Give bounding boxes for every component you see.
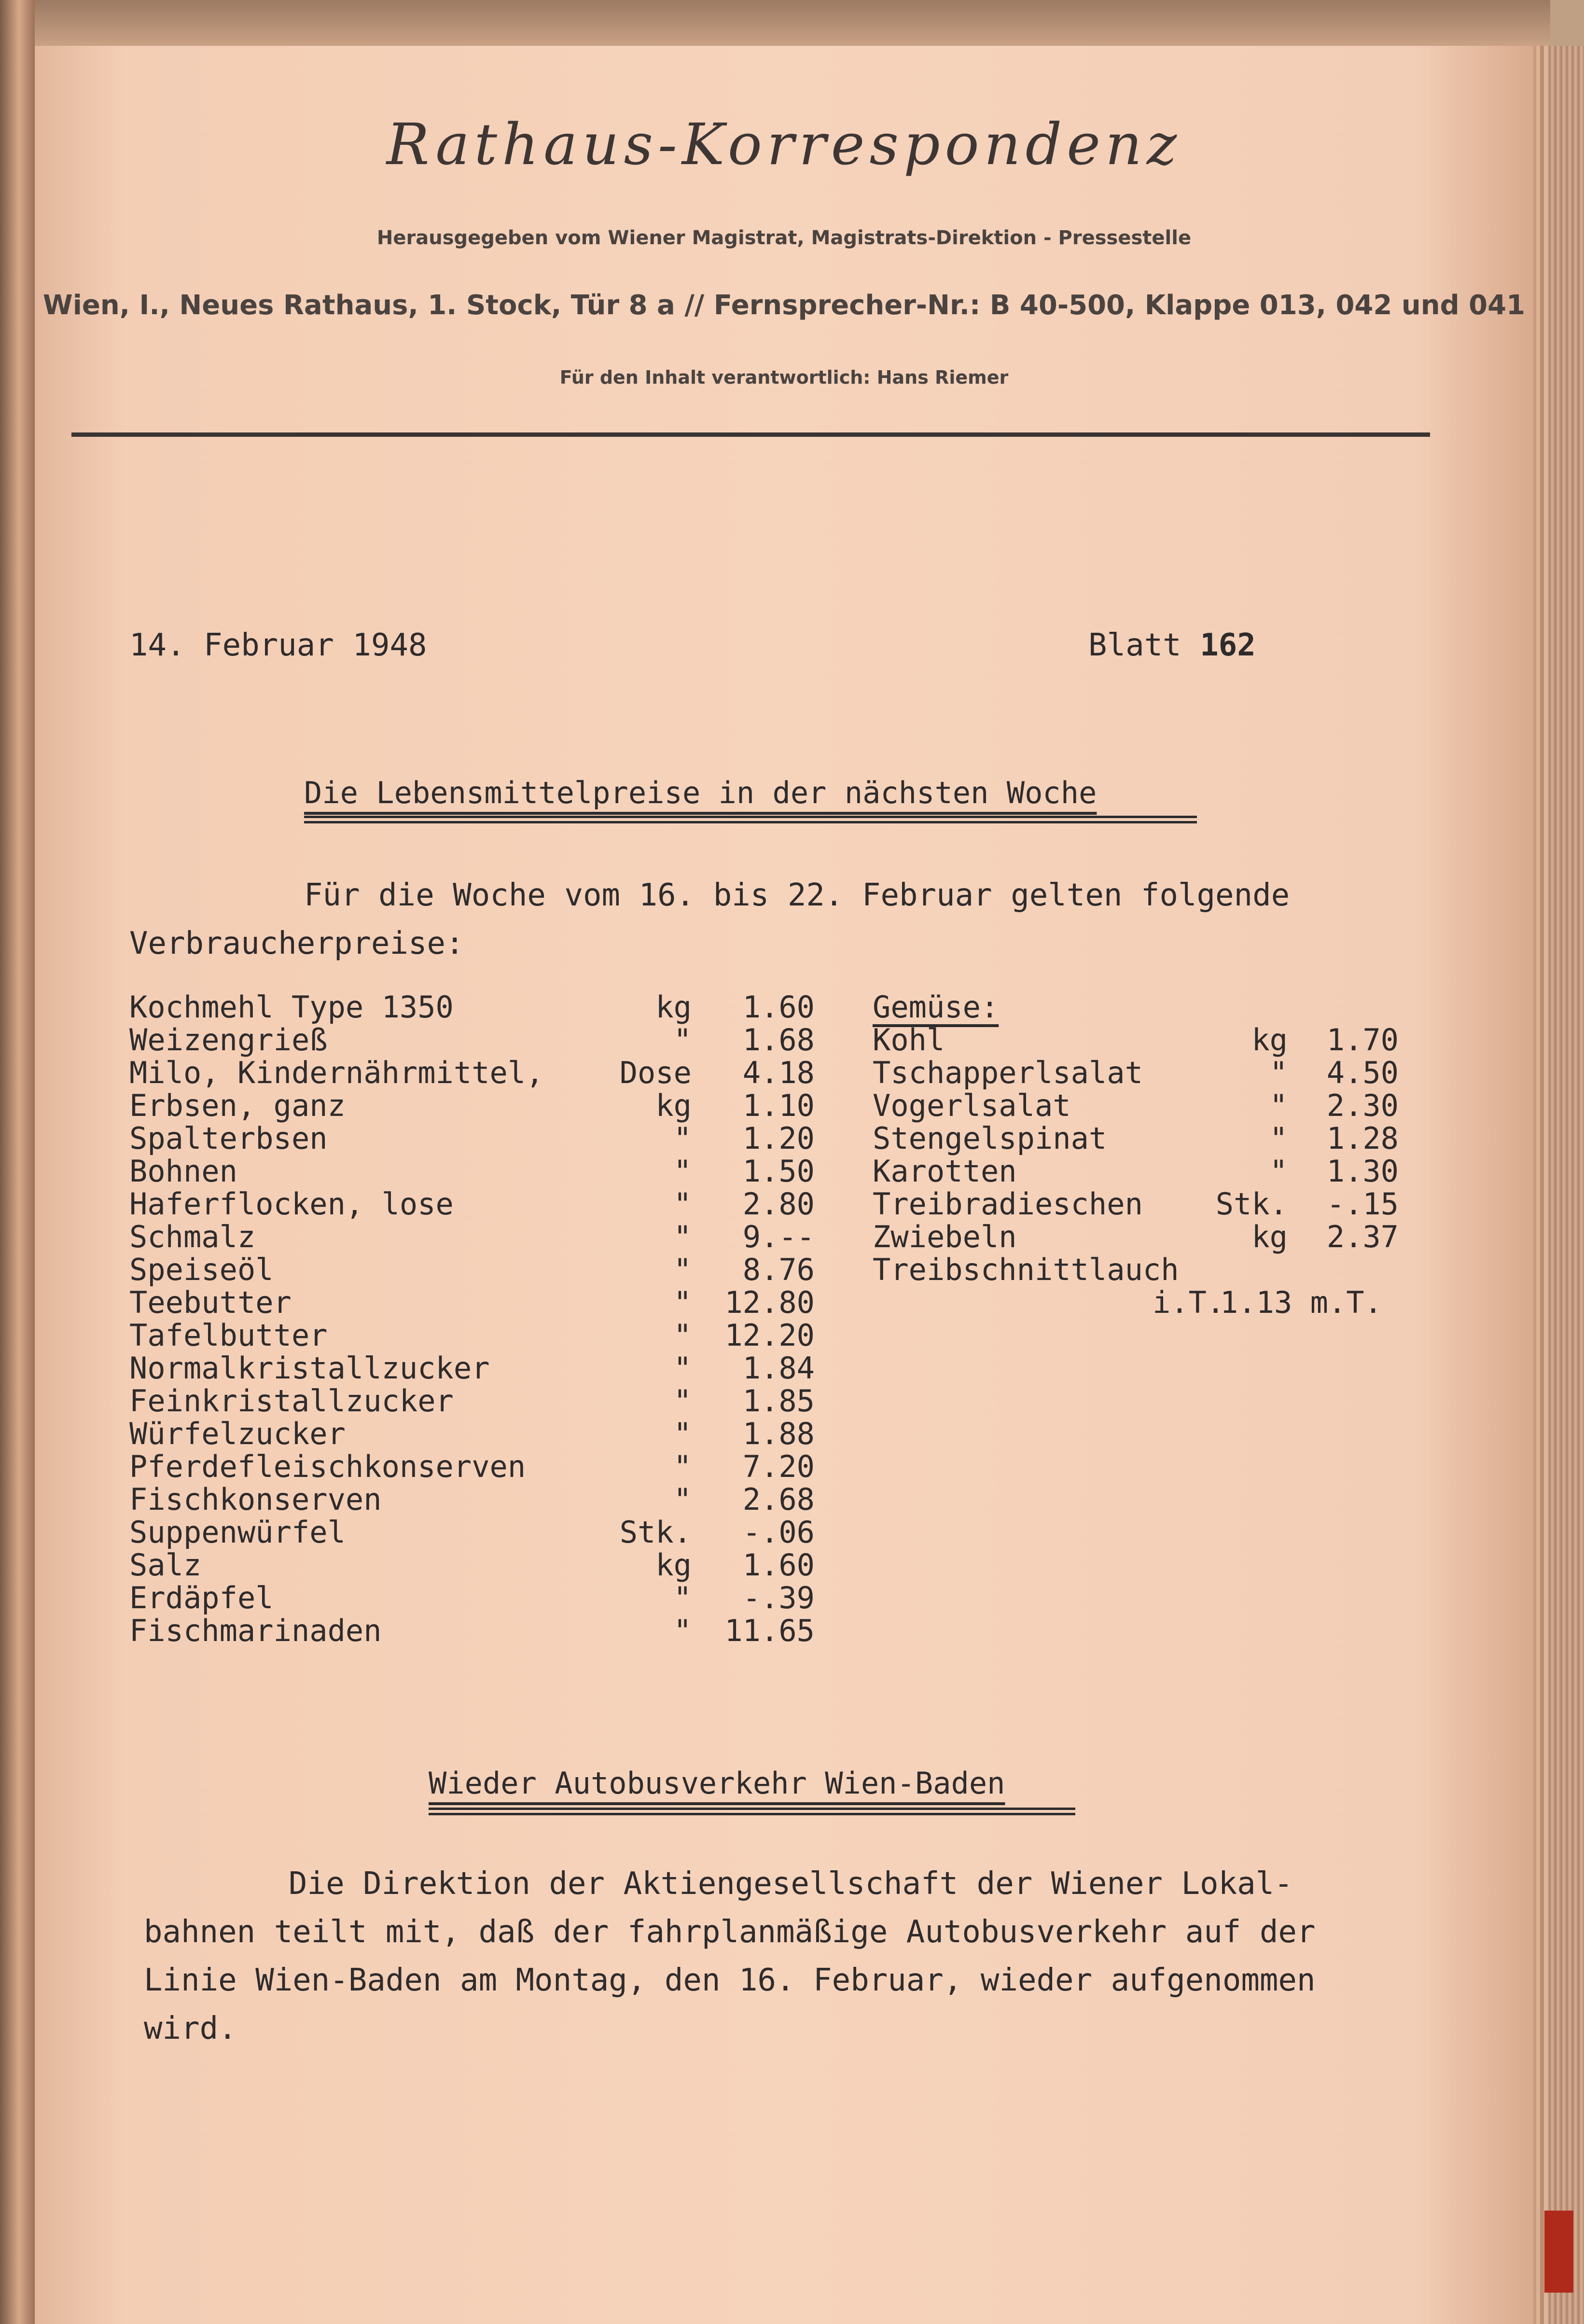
item-name: Tafelbutter bbox=[129, 1318, 328, 1353]
item-unit: " bbox=[1269, 1121, 1288, 1156]
masthead-responsible: Für den Inhalt verantwortlich: Hans Riemer bbox=[559, 367, 1009, 388]
vegetable-row bbox=[873, 1055, 1432, 1088]
item-name: Milo, Kindernährmittel, bbox=[129, 1055, 544, 1090]
price-row bbox=[129, 1154, 815, 1189]
item-name: Suppenwürfel bbox=[129, 1515, 346, 1550]
price-row bbox=[129, 1088, 815, 1121]
price-row bbox=[129, 1449, 815, 1482]
item-unit: i.T. bbox=[1153, 1285, 1225, 1320]
masthead-divider bbox=[71, 432, 1430, 437]
item-name: Schmalz bbox=[129, 1219, 256, 1254]
item-unit: " bbox=[673, 1022, 692, 1058]
red-tab-marker bbox=[1544, 2211, 1573, 2293]
sheet-number bbox=[1088, 627, 1256, 663]
article1-intro-line1: Für die Woche vom 16. bis 22. Februar gelten folgende bbox=[304, 877, 1290, 913]
price-row bbox=[129, 1515, 815, 1550]
item-unit: kg bbox=[1251, 1022, 1288, 1058]
item-unit: " bbox=[673, 1613, 692, 1648]
price-row bbox=[129, 1186, 815, 1222]
price-row bbox=[129, 1350, 815, 1386]
item-unit: " bbox=[673, 1580, 692, 1615]
article2-line4: wird. bbox=[144, 2011, 237, 2046]
masthead-address: Wien, I., Neues Rathaus, 1. Stock, Tür 8 a // Fernsprecher-Nr.: B 40-500, Klappe 013, 042 und 041 bbox=[42, 290, 1526, 321]
stacked-page-edges bbox=[1549, 46, 1584, 2324]
item-unit: Dose bbox=[619, 1055, 692, 1090]
item-price: 1.84 bbox=[742, 1350, 815, 1386]
item-name: Treibschnittlauch bbox=[873, 1252, 1179, 1287]
vegetable-row bbox=[873, 1022, 1432, 1058]
vegetable-row bbox=[873, 1252, 1432, 1285]
item-name: Zwiebeln bbox=[873, 1219, 1017, 1254]
item-unit: " bbox=[673, 1252, 692, 1287]
masthead-title: Rathaus-Korrespondenz bbox=[386, 111, 1182, 178]
price-row bbox=[129, 1252, 815, 1285]
item-name: Bohnen bbox=[129, 1154, 237, 1189]
item-unit: " bbox=[673, 1154, 692, 1189]
price-row bbox=[129, 989, 815, 1025]
scan-background-top bbox=[35, 0, 1550, 46]
item-price: 12.20 bbox=[724, 1318, 815, 1353]
price-row bbox=[129, 1383, 815, 1419]
item-unit: " bbox=[673, 1482, 692, 1517]
vegetables-heading: Gemüse: bbox=[873, 989, 999, 1025]
item-name: Erdäpfel bbox=[129, 1580, 274, 1615]
item-name: Kohl bbox=[873, 1022, 945, 1058]
sheet-number-value: 162 bbox=[1200, 627, 1256, 663]
item-name: Teebutter bbox=[129, 1285, 292, 1320]
item-price: 1.28 bbox=[1326, 1121, 1399, 1156]
item-price: 1.50 bbox=[742, 1154, 815, 1189]
price-row bbox=[129, 1613, 815, 1646]
item-price: 1.70 bbox=[1326, 1022, 1399, 1058]
item-price: 2.68 bbox=[742, 1482, 815, 1517]
item-name: Haferflocken, lose bbox=[129, 1186, 454, 1222]
item-unit: " bbox=[673, 1449, 692, 1484]
item-name: Weizengrieß bbox=[129, 1022, 328, 1058]
item-price: 1.10 bbox=[742, 1088, 815, 1123]
item-unit: " bbox=[673, 1383, 692, 1419]
item-price: 4.50 bbox=[1326, 1055, 1399, 1090]
item-name: Tschapperlsalat bbox=[873, 1055, 1143, 1090]
item-price: 1.60 bbox=[742, 1547, 815, 1583]
price-row bbox=[129, 1547, 815, 1583]
item-unit: " bbox=[1269, 1055, 1288, 1090]
item-unit: " bbox=[1269, 1088, 1288, 1123]
item-price: 8.76 bbox=[742, 1252, 815, 1287]
item-unit: " bbox=[1269, 1154, 1288, 1189]
item-unit: " bbox=[673, 1186, 692, 1222]
item-name: Speiseöl bbox=[129, 1252, 274, 1287]
item-name: Fischkonserven bbox=[129, 1482, 382, 1517]
item-unit: " bbox=[673, 1121, 692, 1156]
vegetable-row bbox=[873, 1088, 1432, 1121]
item-price: 2.37 bbox=[1326, 1219, 1399, 1254]
price-row bbox=[129, 1482, 815, 1515]
sheet-label: Blatt bbox=[1088, 627, 1181, 663]
item-name: Feinkristallzucker bbox=[129, 1383, 454, 1419]
item-price: 1.85 bbox=[742, 1383, 815, 1419]
article2-line1: Die Direktion der Aktiengesellschaft der Wiener Lokal- bbox=[289, 1866, 1293, 1902]
item-name: Vogerlsalat bbox=[873, 1088, 1071, 1123]
masthead-publisher: Herausgegeben vom Wiener Magistrat, Magistrats-Direktion - Pressestelle bbox=[376, 227, 1192, 249]
item-price: 4.18 bbox=[742, 1055, 815, 1090]
price-row bbox=[129, 1219, 815, 1252]
item-name: Erbsen, ganz bbox=[129, 1088, 346, 1123]
item-unit: " bbox=[673, 1219, 692, 1254]
article2-heading-double-underline bbox=[429, 1808, 1075, 1815]
item-price: 2.30 bbox=[1326, 1088, 1399, 1123]
vegetable-row bbox=[873, 1186, 1432, 1222]
item-unit: kg bbox=[655, 1088, 692, 1123]
item-unit: " bbox=[673, 1318, 692, 1353]
item-unit: " bbox=[673, 1350, 692, 1386]
item-name: Salz bbox=[129, 1547, 202, 1583]
article1-intro-line2: Verbraucherpreise: bbox=[129, 926, 464, 961]
price-row bbox=[129, 1580, 815, 1613]
item-unit: Stk. bbox=[619, 1515, 692, 1550]
item-price: -.06 bbox=[742, 1515, 815, 1550]
document-date: 14. Februar 1948 bbox=[129, 627, 427, 663]
item-name: Normalkristallzucker bbox=[129, 1350, 490, 1386]
item-unit: kg bbox=[655, 989, 692, 1025]
item-price: 1.30 bbox=[1326, 1154, 1399, 1189]
item-price: 1.60 bbox=[742, 989, 815, 1025]
item-unit: kg bbox=[655, 1547, 692, 1583]
item-name: Kochmehl Type 1350 bbox=[129, 989, 454, 1025]
article2-line2: bahnen teilt mit, daß der fahrplanmäßige Autobusverkehr auf der bbox=[144, 1914, 1316, 1950]
price-row bbox=[129, 1285, 815, 1318]
item-unit: kg bbox=[1251, 1219, 1288, 1254]
item-price: 9.-- bbox=[742, 1219, 815, 1254]
item-price: -.39 bbox=[742, 1580, 815, 1615]
item-unit: Stk. bbox=[1215, 1186, 1288, 1222]
item-name: Fischmarinaden bbox=[129, 1613, 382, 1648]
item-name: Karotten bbox=[873, 1154, 1017, 1189]
vegetable-row bbox=[873, 1285, 1432, 1318]
item-unit: " bbox=[673, 1416, 692, 1451]
item-price: 1.13 m.T. bbox=[1220, 1285, 1382, 1320]
item-price: 1.68 bbox=[742, 1022, 815, 1058]
item-price: 11.65 bbox=[724, 1613, 815, 1648]
item-name: Würfelzucker bbox=[129, 1416, 346, 1451]
vegetable-row bbox=[873, 1121, 1432, 1154]
item-price: 12.80 bbox=[724, 1285, 815, 1320]
item-price: 1.20 bbox=[742, 1121, 815, 1156]
article1-heading: Die Lebensmittelpreise in der nächsten Woche bbox=[304, 775, 1097, 810]
item-name: Stengelspinat bbox=[873, 1121, 1107, 1156]
item-price: 7.20 bbox=[742, 1449, 815, 1484]
item-name: Pferdefleischkonserven bbox=[129, 1449, 526, 1484]
article2-heading: Wieder Autobusverkehr Wien-Baden bbox=[429, 1766, 1005, 1801]
price-row bbox=[129, 1416, 815, 1449]
article1-heading-double-underline bbox=[304, 816, 1197, 823]
item-price: 1.88 bbox=[742, 1416, 815, 1451]
item-name: Treibradieschen bbox=[873, 1186, 1143, 1222]
price-row bbox=[129, 1055, 815, 1088]
price-row bbox=[129, 1022, 815, 1058]
item-name: Spalterbsen bbox=[129, 1121, 328, 1156]
price-row bbox=[129, 1318, 815, 1353]
price-row bbox=[129, 1121, 815, 1154]
article2-line3: Linie Wien-Baden am Montag, den 16. Februar, wieder aufgenommen bbox=[144, 1962, 1316, 1998]
item-unit: " bbox=[673, 1285, 692, 1320]
item-price: 2.80 bbox=[742, 1186, 815, 1222]
vegetable-row bbox=[873, 1154, 1432, 1189]
previous-page-edge bbox=[0, 0, 35, 2324]
vegetable-row bbox=[873, 1219, 1432, 1252]
item-price: -.15 bbox=[1326, 1186, 1399, 1222]
